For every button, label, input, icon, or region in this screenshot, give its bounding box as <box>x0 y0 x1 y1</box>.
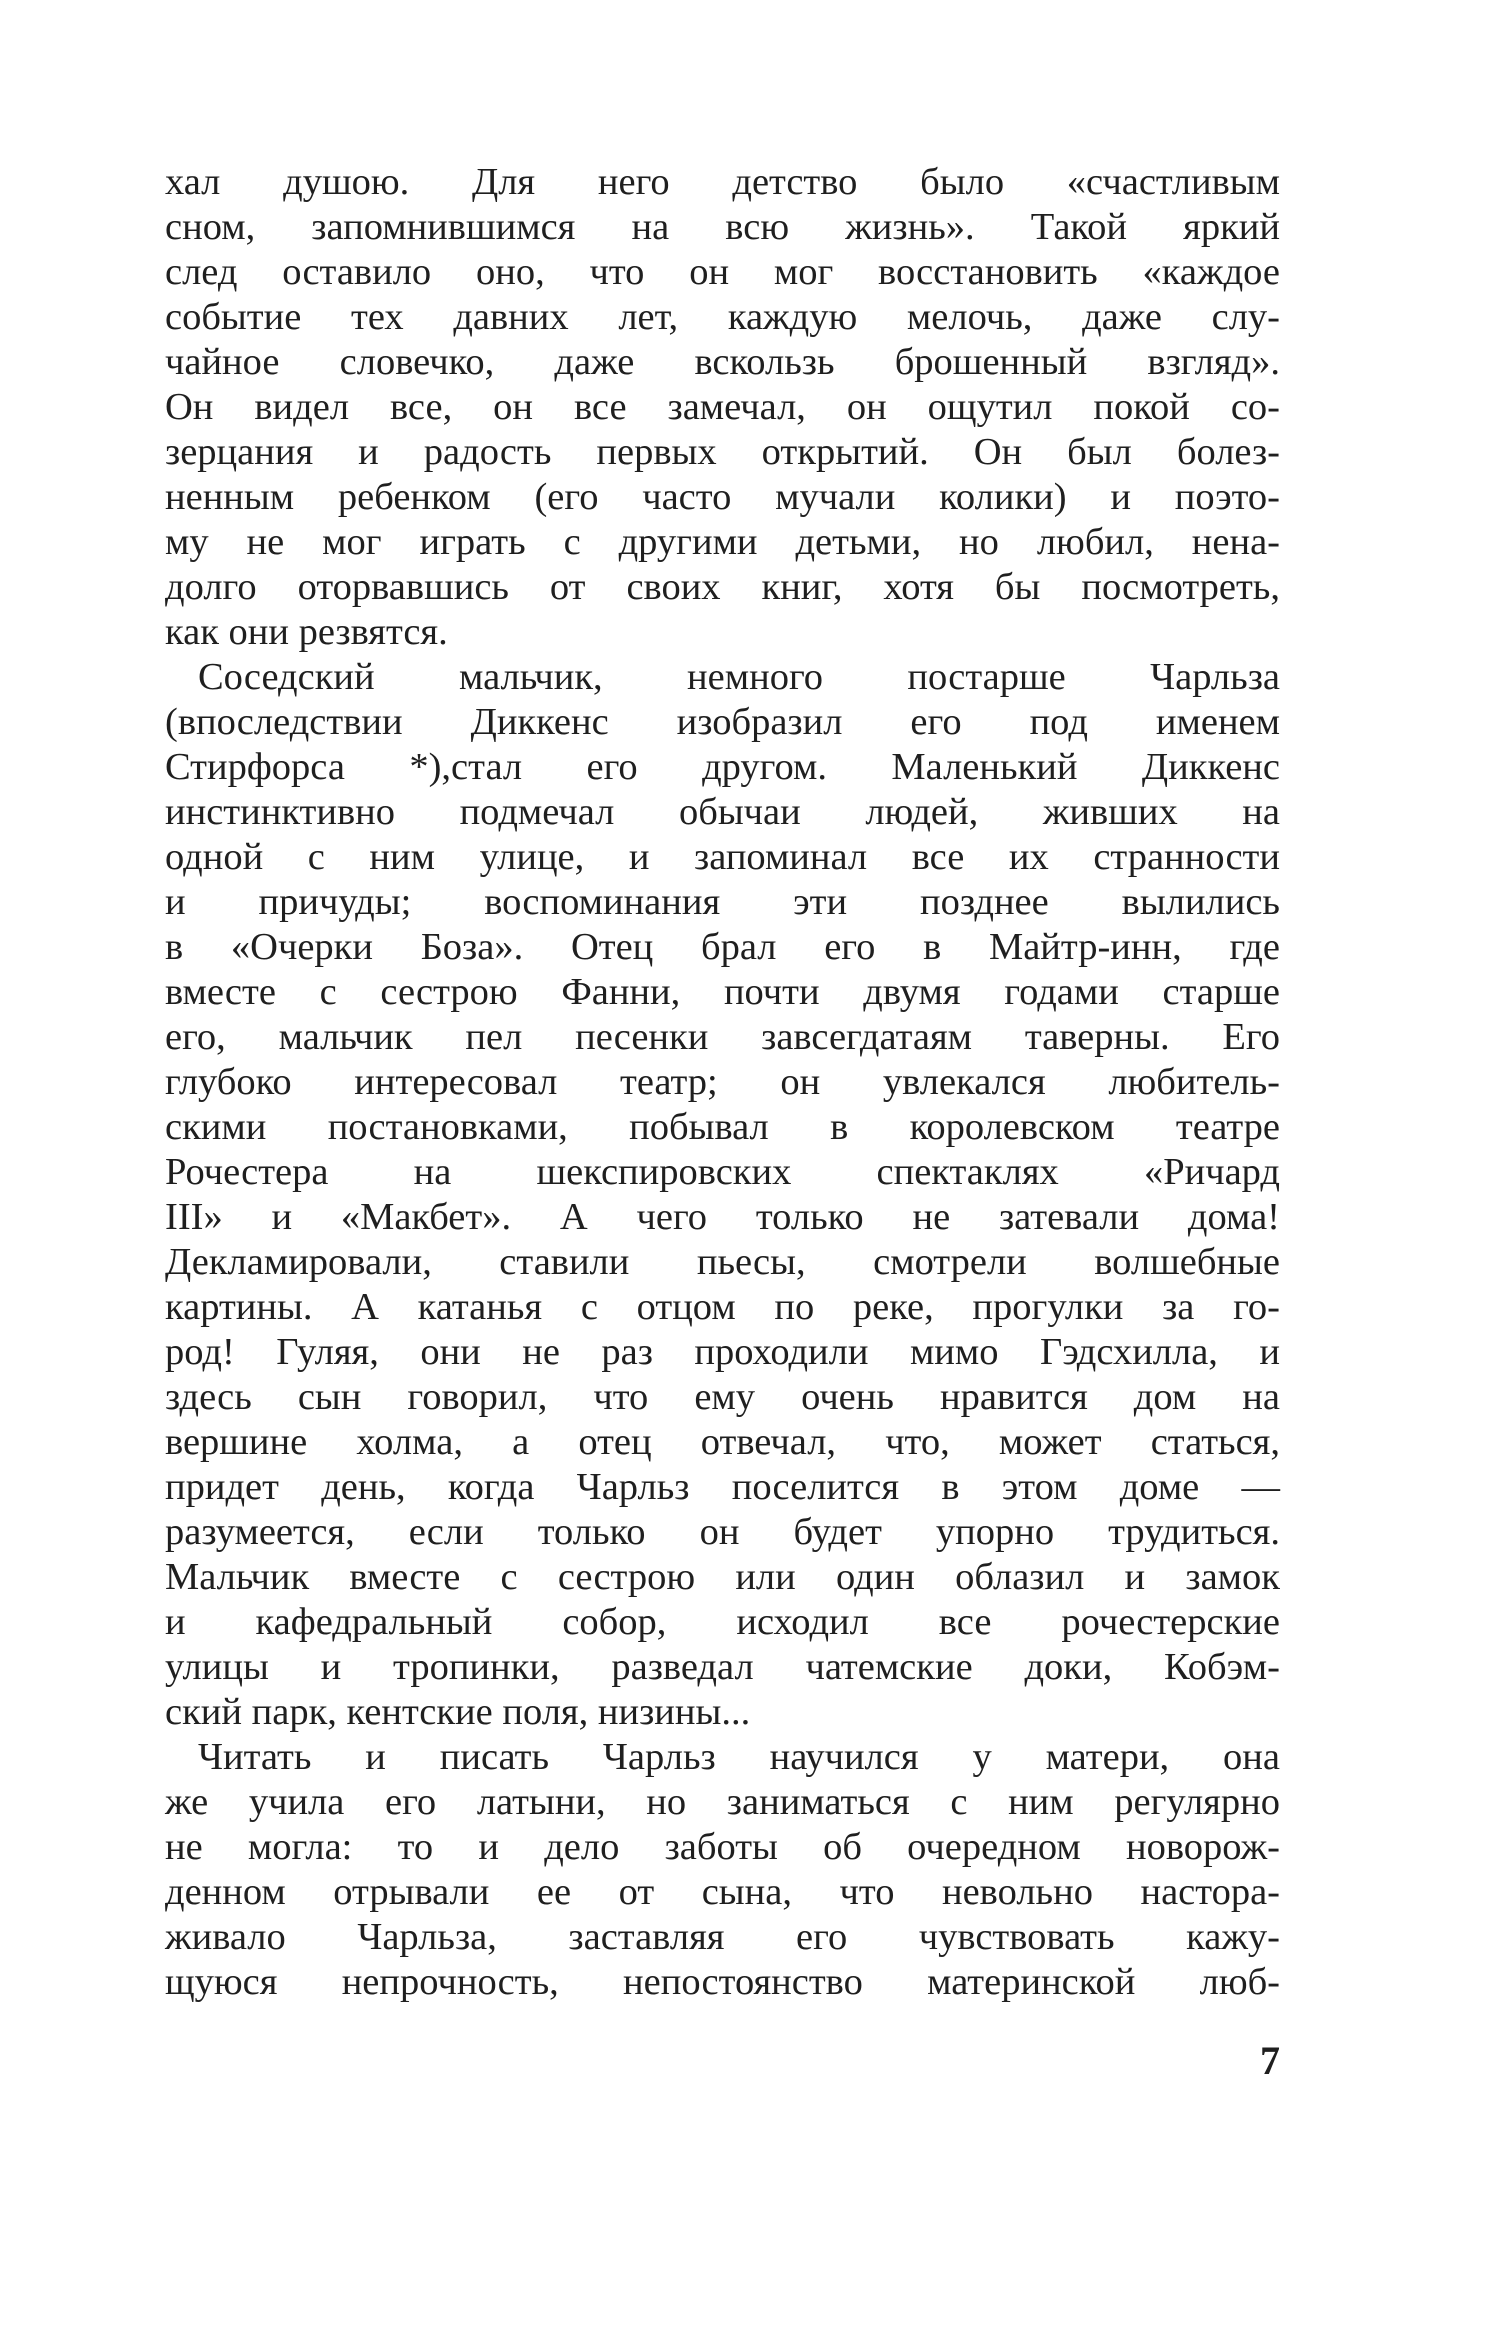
text-line: живало Чарльза, заставляя его чувствовать кажу- <box>165 1916 1280 1958</box>
text-line: же учила его латыни, но заниматься с ним регулярно <box>165 1781 1280 1823</box>
text-line: Читать и писать Чарльз научился у матери, она <box>198 1736 1280 1778</box>
text-line: не могла: то и дело заботы об очередном новорож- <box>165 1826 1280 1868</box>
text-line: след оставило оно, что он мог восстановить «каждое <box>165 251 1280 293</box>
text-line: Он видел все, он все замечал, он ощутил покой со- <box>165 386 1280 428</box>
text-line: хал душою. Для него детство было «счастливым <box>165 161 1280 203</box>
text-line: инстинктивно подмечал обычаи людей, живших на <box>165 791 1280 833</box>
text-line: вместе с сестрою Фанни, почти двумя годами старше <box>165 971 1280 1013</box>
page-number: 7 <box>1260 2038 1280 2083</box>
text-line: его, мальчик пел песенки завсегдатаям таверны. Его <box>165 1016 1280 1058</box>
text-line: здесь сын говорил, что ему очень нравится дом на <box>165 1376 1280 1418</box>
text-line: род! Гуляя, они не раз проходили мимо Гэдсхилла, и <box>165 1331 1280 1373</box>
text-line: скими постановками, побывал в королевском театре <box>165 1106 1280 1148</box>
text-line: как они резвятся. <box>165 611 448 653</box>
text-line: вершине холма, а отец отвечал, что, может статься, <box>165 1421 1280 1463</box>
text-line: сном, запомнившимся на всю жизнь». Такой яркий <box>165 206 1280 248</box>
text-line: III» и «Макбет». А чего только не затевали дома! <box>165 1196 1280 1238</box>
text-line: щуюся непрочность, непостоянство материнской люб- <box>165 1961 1280 2003</box>
text-line: событие тех давних лет, каждую мелочь, даже слу- <box>165 296 1280 338</box>
text-line: картины. А катанья с отцом по реке, прогулки за го- <box>165 1286 1280 1328</box>
text-line: денном отрывали ее от сына, что невольно настора- <box>165 1871 1280 1913</box>
text-line: и кафедральный собор, исходил все рочестерские <box>165 1601 1280 1643</box>
text-line: му не мог играть с другими детьми, но любил, нена- <box>165 521 1280 563</box>
text-line: ненным ребенком (его часто мучали колики) и поэто- <box>165 476 1280 518</box>
text-line: (впоследствии Диккенс изобразил его под именем <box>165 701 1280 743</box>
text-line: зерцания и радость первых открытий. Он был болез- <box>165 431 1280 473</box>
body-text <box>165 160 1280 2005</box>
text-line: разумеется, если только он будет упорно трудиться. <box>165 1511 1280 1553</box>
text-line: ский парк, кентские поля, низины... <box>165 1691 751 1733</box>
text-line: Соседский мальчик, немного постарше Чарльза <box>198 656 1280 698</box>
text-line: одной с ним улице, и запоминал все их странности <box>165 836 1280 878</box>
text-line: и причуды; воспоминания эти позднее вылились <box>165 881 1280 923</box>
text-line: глубоко интересовал театр; он увлекался любитель- <box>165 1061 1280 1103</box>
text-line: Декламировали, ставили пьесы, смотрели волшебные <box>165 1241 1280 1283</box>
text-line: придет день, когда Чарльз поселится в этом доме — <box>165 1466 1280 1508</box>
text-line: улицы и тропинки, разведал чатемские доки, Кобэм- <box>165 1646 1280 1688</box>
text-line: Мальчик вместе с сестрою или один облазил и замок <box>165 1556 1280 1598</box>
text-line: в «Очерки Боза». Отец брал его в Майтр-инн, где <box>165 926 1280 968</box>
text-line: долго оторвавшись от своих книг, хотя бы посмотреть, <box>165 566 1280 608</box>
text-line: чайное словечко, даже вскользь брошенный взгляд». <box>165 341 1280 383</box>
text-line: Стирфорса *),стал его другом. Маленький Диккенс <box>165 746 1280 788</box>
text-line: Рочестера на шекспировских спектаклях «Ричард <box>165 1151 1280 1193</box>
